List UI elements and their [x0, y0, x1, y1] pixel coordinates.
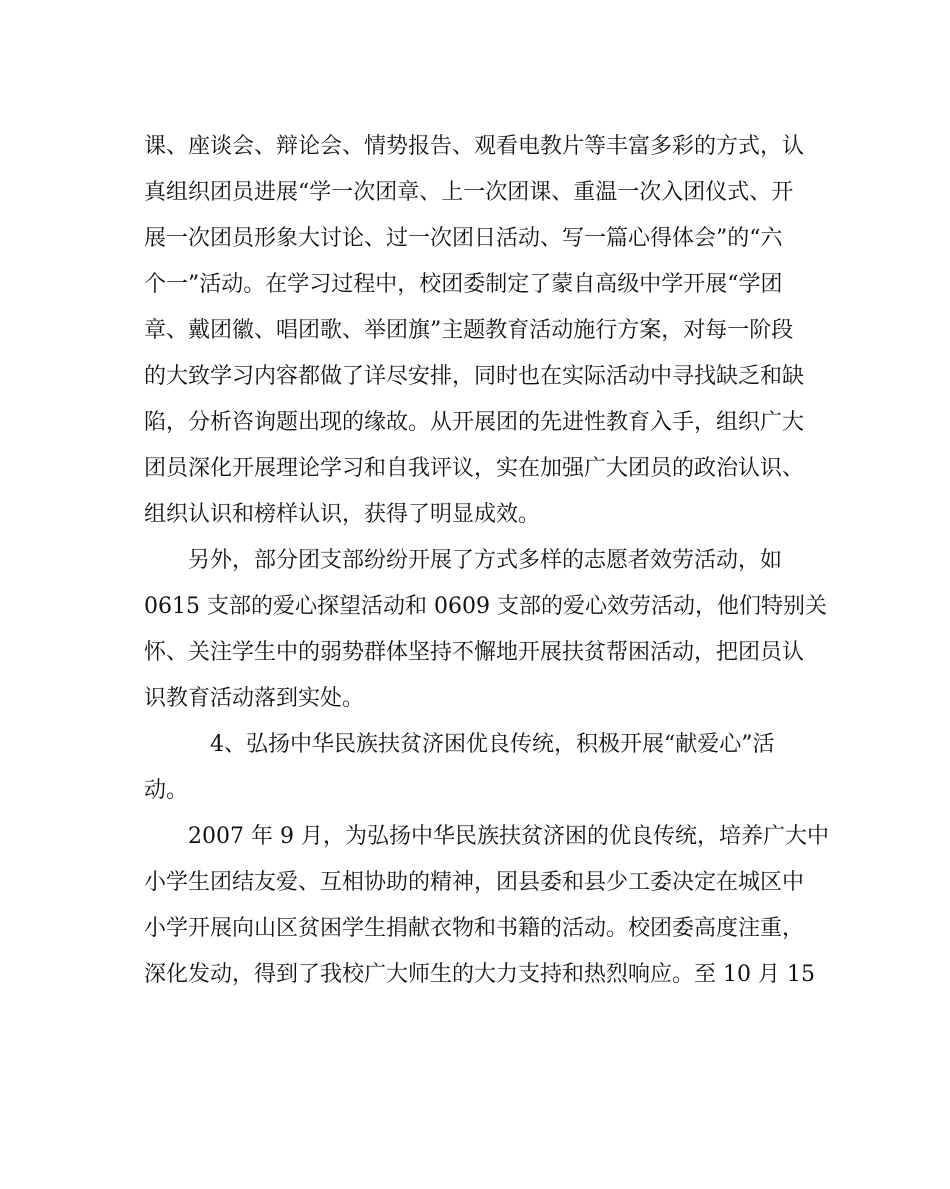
text-line: 的大致学习内容都做了详尽安排，同时也在实际活动中寻找缺乏和缺 — [144, 364, 805, 389]
text-line: 团员深化开展理论学习和自我评议，实在加强广大团员的政治认识、 — [144, 456, 805, 481]
text-line: 个一”活动。在学习过程中，校团委制定了蒙自高级中学开展“学团 — [144, 272, 783, 297]
text-line: 小学开展向山区贫困学生捐献衣物和书籍的活动。校团委高度注重， — [144, 916, 805, 941]
text-line: 怀、关注学生中的弱势群体坚持不懈地开展扶贫帮困活动，把团员认 — [144, 640, 805, 665]
text-line: 0615 支部的爱心探望活动和 0609 支部的爱心效劳活动，他们特别关 — [144, 594, 827, 619]
section-heading: 4、弘扬中华民族扶贫济困优良传统，积极开展“献爱心”活 — [144, 732, 775, 757]
text-line: 展一次团员形象大讨论、过一次团日活动、写一篇心得体会”的“六 — [144, 226, 783, 251]
text-line: 课、座谈会、辩论会、情势报告、观看电教片等丰富多彩的方式，认 — [144, 134, 805, 159]
text-line: 深化发动，得到了我校广大师生的大力支持和热烈响应。至 10 月 15 — [144, 962, 815, 987]
text-line: 真组织团员进展“学一次团章、上一次团课、重温一次入团仪式、开 — [144, 180, 794, 205]
text-line: 组织认识和榜样认识，获得了明显成效。 — [144, 502, 541, 527]
paragraph-first-line: 另外，部分团支部纷纷开展了方式多样的志愿者效劳活动，如 — [144, 548, 783, 573]
section-heading-continued: 动。 — [144, 778, 189, 803]
text-line: 章、戴团徽、唱团歌、举团旗”主题教育活动施行方案，对每一阶段 — [144, 318, 794, 343]
text-line: 小学生团结友爱、互相协助的精神，团县委和县少工委决定在城区中 — [144, 870, 805, 895]
text-line: 识教育活动落到实处。 — [144, 686, 365, 711]
paragraph-first-line: 2007 年 9 月，为弘扬中华民族扶贫济困的优良传统，培养广大中 — [144, 824, 829, 849]
text-line: 陷，分析咨询题出现的缘故。从开展团的先进性教育入手，组织广大 — [144, 410, 805, 435]
